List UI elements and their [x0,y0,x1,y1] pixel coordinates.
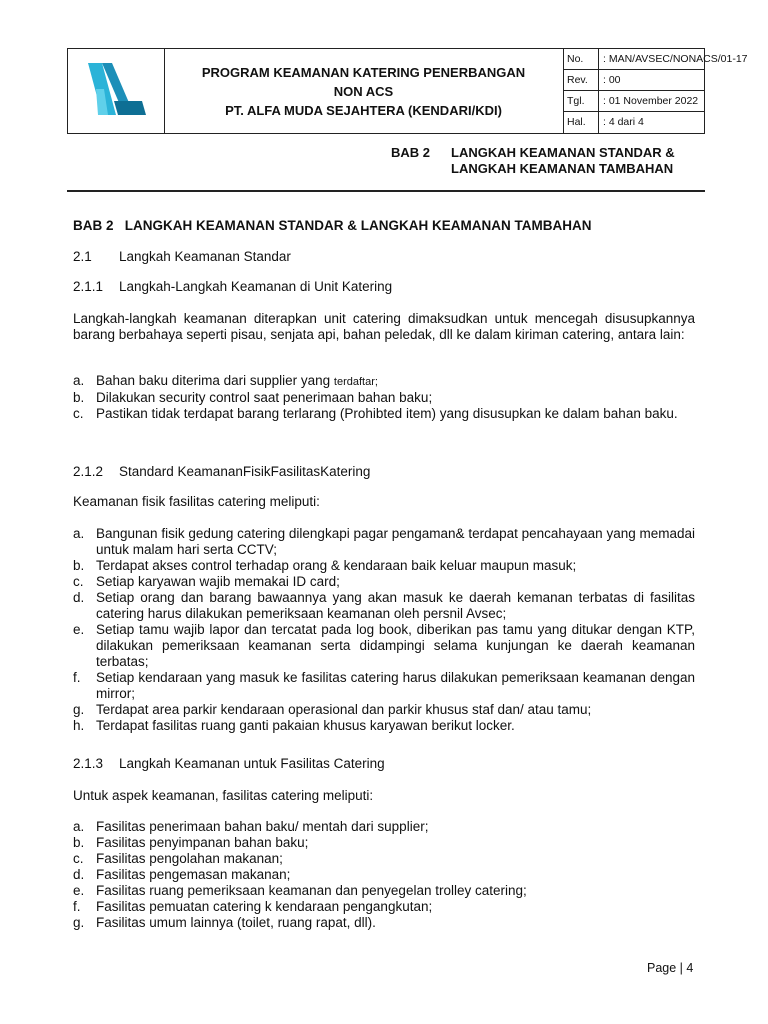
list-marker: e. [73,622,85,637]
logo-cell [68,49,165,133]
section-number: 2.1.2 [73,464,104,479]
meta-row-revision [563,70,704,91]
list-text: Fasilitas penerimaan bahan baku/ mentah dari supplier; [96,819,429,834]
list-item [73,574,695,590]
list-text: Setiap kendaraan yang masuk ke fasilitas catering harus dilakukan pemeriksaan keamanan dengan mirror; [96,670,695,701]
list-marker: b. [73,390,85,405]
document-meta [563,49,748,133]
meta-row-number [563,49,748,70]
list-marker: g. [73,702,85,717]
list-marker: d. [73,590,85,605]
list-marker: c. [73,574,84,589]
meta-label: Tgl. [563,91,599,112]
meta-value: : 4 dari 4 [603,116,644,128]
header-title-line-2: NON ACS [333,83,394,99]
list-marker: f. [73,670,81,685]
list-item [73,590,695,622]
list-text: Fasilitas pemuatan catering k kendaraan pengangkutan; [96,899,433,914]
list-text: Terdapat fasilitas ruang ganti pakaian khusus karyawan berikut locker. [96,718,515,733]
page-number: Page | 4 [647,961,694,975]
list-item [73,702,695,718]
header-title [164,49,564,133]
list-item [73,835,695,851]
section-number: 2.1 [73,249,92,264]
list-marker: e. [73,883,85,898]
list-text: Setiap orang dan barang bawaannya yang akan masuk ke daerah kemanan terbatas di fasilitas catering harus dilakukan pemeriksaan keamanan oleh persnil Avsec; [96,590,695,621]
meta-value: : MAN/AVSEC/NONACS/01-17 [603,53,748,65]
list-text: Fasilitas pengolahan makanan; [96,851,283,866]
list-text: Dilakukan security control saat penerimaan bahan baku; [96,390,433,405]
company-logo [68,49,164,133]
list-item [73,819,695,835]
header-divider [67,190,705,192]
meta-label: Hal. [563,112,599,133]
list-item [73,406,695,422]
list-text: Setiap tamu wajib lapor dan tercatat pada log book, diberikan pas tamu yang ditukar dengan KTP, dilakukan pemeriksaan keamanan serta didampingi selama kunjungan ke daerah keamanan terbatas; [96,622,695,669]
list-item [73,899,695,915]
list-marker: f. [73,899,81,914]
section-title: Langkah-Langkah Keamanan di Unit Katering [119,279,393,294]
section-title: Langkah Keamanan untuk Fasilitas Catering [119,756,385,771]
chapter-title-line-1: LANGKAH KEAMANAN STANDAR & [451,145,675,160]
list-marker: g. [73,915,85,930]
list-text: Fasilitas umum lainnya (toilet, ruang rapat, dll). [96,915,376,930]
chapter-number: BAB 2 [391,145,431,160]
list-text: Bahan baku diterima dari supplier yang [96,373,334,388]
meta-label: Rev. [563,70,599,91]
section-2-1-1-list [73,373,695,422]
list-marker: c. [73,851,84,866]
section-2-1-3-list [73,819,695,931]
list-text: Fasilitas penyimpanan bahan baku; [96,835,309,850]
list-text: Pastikan tidak terdapat barang terlarang (Prohibted item) yang disusupkan ke dalam bahan baku. [96,406,678,421]
section-title: Langkah Keamanan Standar [119,249,291,264]
list-text: Bangunan fisik gedung catering dilengkapi pagar pengaman& terdapat pencahayaan yang memadai untuk malam hari serta CCTV; [96,526,695,557]
list-item [73,851,695,867]
list-text: Fasilitas pengemasan makanan; [96,867,291,882]
section-2-1-2-list [73,526,695,734]
chapter-title-line-2: LANGKAH KEAMANAN TAMBAHAN [451,161,674,176]
section-2-1-3-intro: Untuk aspek keamanan, fasilitas catering meliputi: [73,788,374,803]
list-item [73,883,695,899]
list-marker: a. [73,373,85,388]
header-title-line-1: PROGRAM KEAMANAN KATERING PENERBANGAN [201,64,526,80]
section-number: 2.1.3 [73,756,104,771]
list-text: Fasilitas ruang pemeriksaan keamanan dan penyegelan trolley catering; [96,883,527,898]
list-marker: b. [73,558,85,573]
meta-value: : 01 November 2022 [603,95,699,107]
list-marker: a. [73,526,85,541]
list-text: Terdapat akses control terhadap orang & kendaraan baik keluar maupun masuk; [96,558,577,573]
list-marker: a. [73,819,85,834]
list-item [73,718,695,734]
list-item [73,373,695,390]
meta-value: : 00 [603,74,621,86]
list-item [73,915,695,931]
list-item [73,558,695,574]
meta-row-page [563,112,704,133]
header-title-line-3: PT. ALFA MUDA SEJAHTERA (KENDARI/KDI) [225,102,502,118]
list-text: Setiap karyawan wajib memakai ID card; [96,574,340,589]
document-header [67,48,748,134]
list-marker: d. [73,867,85,882]
list-item [73,622,695,670]
list-marker: h. [73,718,85,733]
main-heading: BAB 2 LANGKAH KEAMANAN STANDAR & LANGKAH KEAMANAN TAMBAHAN [73,218,592,233]
list-item [73,390,695,406]
list-marker: b. [73,835,85,850]
meta-row-date [563,91,704,112]
list-item [73,526,695,558]
section-title: Standard KeamananFisikFasilitasKatering [119,464,371,479]
list-text: Terdapat area parkir kendaraan operasional dan parkir khusus staf dan/ atau tamu; [96,702,592,717]
section-2-1-2-intro: Keamanan fisik fasilitas catering meliputi: [73,494,320,509]
meta-label: No. [563,49,599,70]
section-2-1-1-intro: Langkah-langkah keamanan diterapkan unit catering dimaksudkan untuk mencegah disusupkannya barang berbahaya seperti pisau, senjata api, bahan peledak, dll ke dalam kiriman catering, antara lain: [73,311,695,342]
list-item [73,670,695,702]
list-text-small: terdaftar; [333,376,378,388]
list-item [73,867,695,883]
list-marker: c. [73,406,84,421]
section-number: 2.1.1 [73,279,104,294]
